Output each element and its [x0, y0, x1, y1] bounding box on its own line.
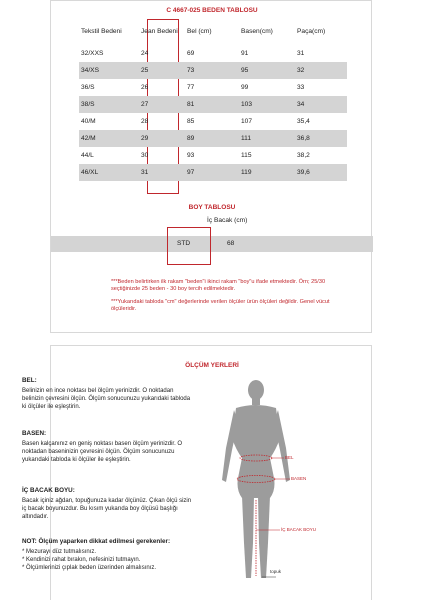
table-cell: 69: [187, 50, 195, 57]
table-cell: 119: [239, 164, 295, 181]
table-cell: 31: [297, 50, 305, 57]
table-cell: 34: [295, 96, 347, 113]
table-cell: 44/L: [81, 152, 94, 159]
inseam-instructions: [22, 487, 192, 521]
table-cell: 91: [241, 50, 249, 57]
length-row-value: 68: [227, 240, 235, 247]
table-cell: 32/XXS: [81, 50, 104, 57]
table-cell: 31: [139, 164, 185, 181]
header-jean-size: Jean Bedeni: [141, 28, 178, 35]
note-size-format: ***Beden belirtirken ilk rakam "beden"i ikinci rakam "boy"u ifade etmektedir. Örn; 25/30 seçtiğinizde 25 beden - 30 boy tercih edilmektedir.: [111, 279, 326, 292]
table-row: [79, 96, 347, 113]
table-cell: 39,6: [295, 164, 347, 181]
hip-text: Basen kalçanınız en geniş noktası basen ölçüm yerinizdir. O noktadan baseninizin çevresini ölçün. Ölçüm sonucunuzu yukarıdaki tabloda ki ölçüler ile eşleştirin.: [22, 441, 183, 463]
measure-guide-title: ÖLÇÜM YERLERİ: [185, 362, 239, 369]
label-waist: BEL: [285, 455, 294, 460]
note-item: * Ölçümlerinizi çıplak beden üzerinden almalısınız.: [22, 565, 157, 571]
table-cell: 35,4: [297, 118, 310, 125]
length-highlight: [167, 227, 211, 265]
table-cell: 85: [187, 118, 195, 125]
table-cell: 103: [239, 96, 295, 113]
table-cell: 111: [239, 130, 295, 147]
table-row: [79, 130, 347, 147]
table-cell: 38/S: [79, 96, 139, 113]
size-chart-panel: [50, 0, 372, 333]
waist-instructions: [22, 377, 192, 411]
header-hip: Basen(cm): [241, 28, 273, 35]
hip-instructions: [22, 430, 192, 464]
notes-list: [22, 538, 192, 572]
note-item: * Mezurayı düz tutmalısınız.: [22, 549, 97, 555]
table-cell: 73: [185, 62, 239, 79]
table-cell: 89: [185, 130, 239, 147]
table-cell: 34/XS: [79, 62, 139, 79]
note-item: * Kendinizi rahat bırakın, nefesinizi tutmayın.: [22, 557, 141, 563]
label-hip: BASEN: [291, 476, 307, 481]
size-chart-title: C 4667-025 BEDEN TABLOSU: [166, 7, 258, 14]
table-cell: 40/M: [81, 118, 96, 125]
waist-text: Belinizin en ince noktası bel ölçüm yerinizdir. O noktadan belinizin çevresini ölçün. Ölçüm sonucunuzu yukarıdaki tabloda ki ölçüler ile eşleştirin.: [22, 388, 191, 410]
table-cell: 32: [295, 62, 347, 79]
table-cell: 46/XL: [79, 164, 139, 181]
hip-heading: BASEN:: [22, 430, 47, 437]
table-row: [79, 45, 347, 62]
body-silhouette: [196, 378, 316, 588]
header-textile-size: Tekstil Bedeni: [81, 28, 122, 35]
table-cell: 25: [139, 62, 185, 79]
length-header-label: İç Bacak (cm): [207, 217, 248, 224]
length-row: [51, 236, 373, 252]
table-cell: 77: [187, 84, 195, 91]
table-cell: 36/S: [81, 84, 95, 91]
table-cell: 29: [139, 130, 185, 147]
inseam-text: Bacak içiniz ağdan, topuğunuza kadar ölçünüz. Çıkan ölçü sizin iç bacak boyunuzdur. Bu kısım yukarıda boy ölçüsü başlığı altındadır.: [22, 498, 192, 520]
table-cell: 28: [141, 118, 149, 125]
table-row: [79, 147, 347, 164]
table-cell: 26: [141, 84, 149, 91]
length-chart-title: BOY TABLOSU: [188, 204, 236, 211]
table-cell: 36,8: [295, 130, 347, 147]
length-row-label: STD: [177, 240, 191, 247]
table-cell: 99: [241, 84, 249, 91]
label-inseam: İÇ BACAK BOYU: [281, 527, 317, 532]
label-heel: topuk: [270, 569, 282, 574]
table-cell: 24: [141, 50, 149, 57]
header-waist: Bel (cm): [187, 28, 212, 35]
table-row: [79, 164, 347, 181]
silhouette-drawing: [196, 378, 316, 588]
table-cell: 27: [139, 96, 185, 113]
note-body-measurements: ***Yukarıdaki tabloda "cm" değerlerinde verilen ölçüler ürün ölçüleri değildir. Genel vücut ölçüleridir.: [111, 299, 330, 312]
header-hem: Paça(cm): [297, 28, 326, 35]
table-cell: 107: [241, 118, 253, 125]
table-cell: 33: [297, 84, 305, 91]
inseam-heading: İÇ BACAK BOYU:: [22, 487, 75, 494]
table-cell: 95: [239, 62, 295, 79]
table-cell: 115: [241, 152, 252, 159]
table-cell: 30: [141, 152, 149, 159]
table-cell: 38,2: [297, 152, 310, 159]
table-cell: 81: [185, 96, 239, 113]
table-cell: 93: [187, 152, 195, 159]
notes-heading: NOT: Ölçüm yaparken dikkat edilmesi gerekenler:: [22, 538, 171, 545]
size-table: [79, 19, 347, 181]
table-row: [79, 79, 347, 96]
table-cell: 97: [185, 164, 239, 181]
waist-heading: BEL:: [22, 377, 37, 384]
table-row: [79, 62, 347, 79]
table-row: [79, 113, 347, 130]
table-cell: 42/M: [79, 130, 139, 147]
